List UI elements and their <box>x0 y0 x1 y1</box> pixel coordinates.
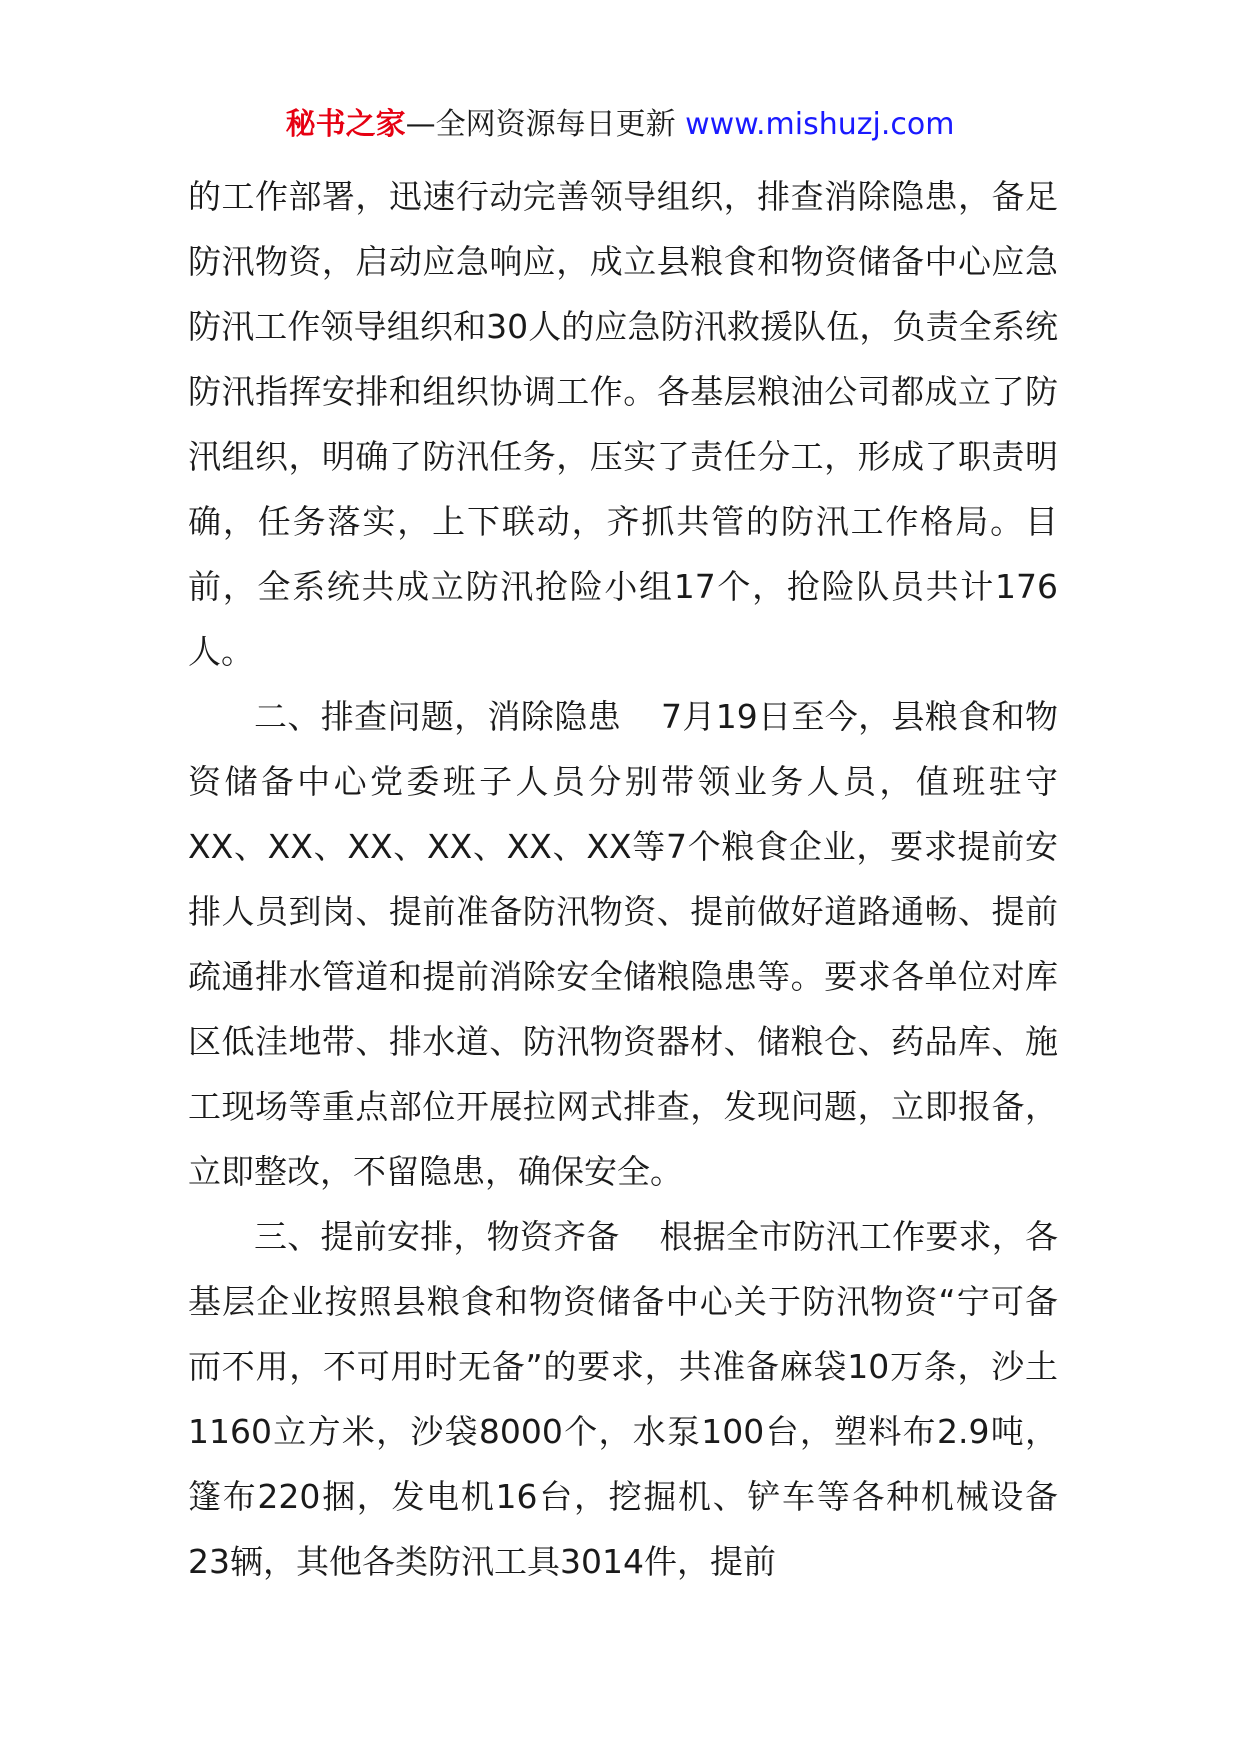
paragraph-text: 7月19日至今，县粮食和物资储备中心党委班子人员分别带领业务人员，值班驻守XX、XX、XX、XX、XX、XX等7个粮食企业，要求提前安排人员到岗、提前准备防汛物资、提前做好道路通畅、提前疏通排水管道和提前消除安全储粮隐患等。要求各单位对库区低洼地带、排水道、防汛物资器材、储粮仓、药品库、施工现场等重点部位开展拉网式排查，发现问题，立即报备，立即整改，不留隐患，确保安全。 <box>188 697 1058 1191</box>
section-heading: 三、提前安排，物资齐备 <box>254 1217 620 1256</box>
section-heading: 二、排查问题，消除隐患 <box>254 697 621 736</box>
paragraph-section-2 <box>188 684 1058 1204</box>
paragraph-text: 的工作部署，迅速行动完善领导组织，排查消除隐患，备足防汛物资，启动应急响应，成立县粮食和物资储备中心应急防汛工作领导组织和30人的应急防汛救援队伍，负责全系统防汛指挥安排和组织协调工作。各基层粮油公司都成立了防汛组织，明确了防汛任务，压实了责任分工，形成了职责明确，任务落实，上下联动，齐抓共管的防汛工作格局。目前，全系统共成立防汛抢险小组17个，抢险队员共计176人。 <box>188 177 1058 671</box>
paragraph-text: 根据全市防汛工作要求，各基层企业按照县粮食和物资储备中心关于防汛物资“宁可备而不用，不可用时无备”的要求，共准备麻袋10万条，沙土1160立方米，沙袋8000个，水泵100台，塑料布2.9吨，篷布220捆，发电机16台，挖掘机、铲车等各种机械设备23辆，其他各类防汛工具3014件，提前 <box>188 1217 1059 1581</box>
page-header <box>0 103 1240 147</box>
website-link[interactable]: www.mishuzj.com <box>685 107 955 142</box>
paragraph-continued <box>188 164 1058 684</box>
header-tagline: —全网资源每日更新 <box>405 107 676 142</box>
document-body <box>188 164 1058 1594</box>
paragraph-section-3 <box>188 1204 1058 1594</box>
brand-name: 秘书之家 <box>285 107 406 142</box>
